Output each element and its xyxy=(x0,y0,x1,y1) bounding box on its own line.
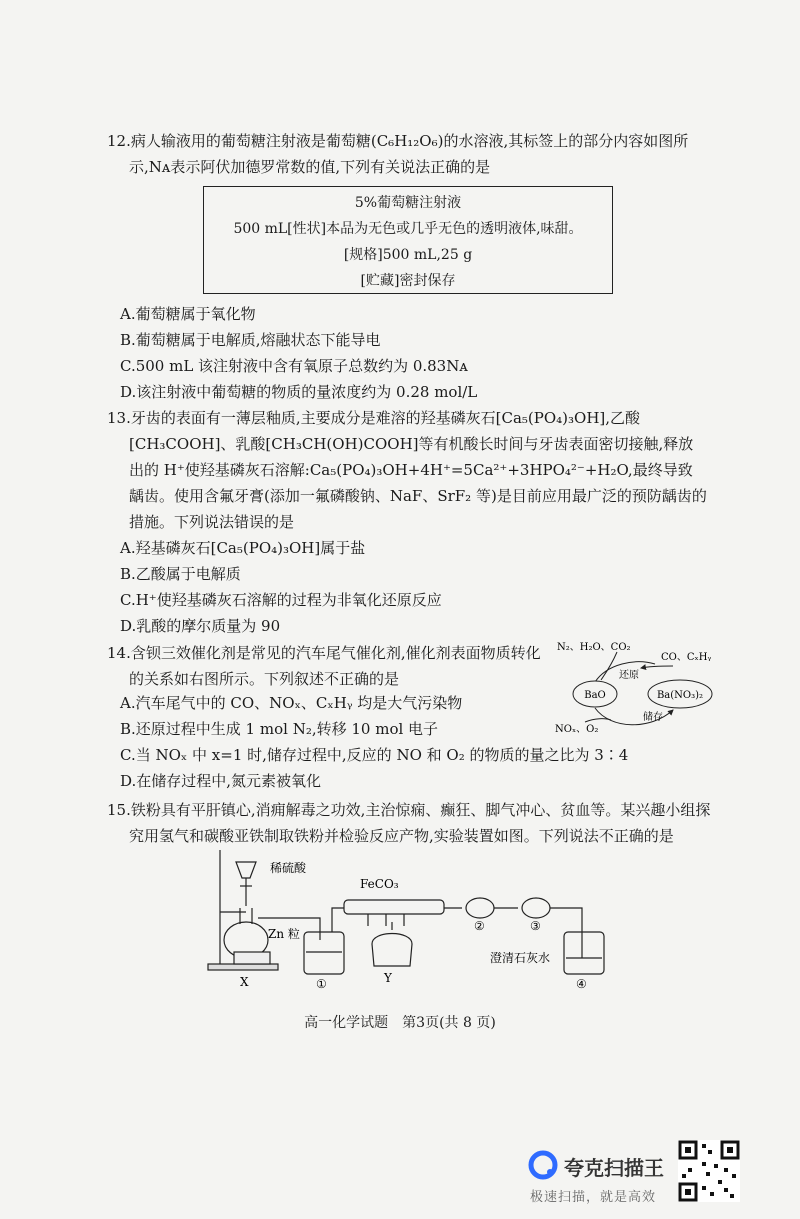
label-title: 5%葡萄糖注射液 xyxy=(354,195,462,211)
feco3-label: FeCO₃ xyxy=(360,877,399,891)
q13-option-c: C.H⁺使羟基磷灰石溶解的过程为非氧化还原反应 xyxy=(120,591,442,609)
stand-base xyxy=(208,964,278,970)
diagram-inputs-label: NOₓ、O₂ xyxy=(555,724,599,735)
question-12 xyxy=(107,128,707,180)
x-label: X xyxy=(240,975,249,989)
watermark-slogan: 极速扫描，就是高效 xyxy=(530,1190,657,1205)
page-footer: 高一化学试题 第3页(共 8 页) xyxy=(304,1015,496,1031)
label-spec: [规格]500 mL,25 g xyxy=(343,247,473,263)
bottle-4-number: ④ xyxy=(576,977,587,991)
label-description: 500 mL[性状]本品为无色或几乎无色的透明液体,味甜。 xyxy=(233,221,583,237)
diagram-reduce-label: 还原 xyxy=(619,670,639,681)
alcohol-lamp xyxy=(372,934,412,967)
watermark-brand: 夸克扫描王 xyxy=(564,1156,664,1180)
injection-label-box xyxy=(203,186,613,294)
q13-stem-line-2: [CH₃COOH]、乳酸[CH₃CH(OH)COOH]等有机酸长时间与牙齿表面密切接触,释放 xyxy=(129,435,694,453)
q14-option-a: A.汽车尾气中的 CO、NOₓ、CₓHᵧ 均是大气污染物 xyxy=(120,694,463,712)
diagram-reductant-arrow xyxy=(641,666,673,668)
q14-option-d: D.在储存过程中,氮元素被氧化 xyxy=(120,772,322,790)
q12-option-d: D.该注射液中葡萄糖的物质的量浓度约为 0.28 mol/L xyxy=(120,383,478,401)
drying-tube-2 xyxy=(466,898,494,918)
combustion-tube xyxy=(344,900,444,914)
solid-sample xyxy=(368,914,404,926)
q13-stem-line-1: 13.牙齿的表面有一薄层釉质,主要成分是难溶的羟基磷灰石[Ca₅(PO₄)₃OH],乙酸 xyxy=(107,409,641,427)
q13-option-b: B.乙酸属于电解质 xyxy=(120,565,241,583)
q13-stem-line-5: 措施。下列说法错误的是 xyxy=(129,513,295,531)
q12-stem-line-2: 示,Nᴀ表示阿伏加德罗常数的值,下列有关说法正确的是 xyxy=(129,158,491,176)
y-label: Y xyxy=(384,971,392,985)
ba-nitrate-node-label: Ba(NO₃)₂ xyxy=(656,690,704,701)
bottle-1-number: ① xyxy=(316,977,327,991)
q15-stem-line-1: 15.铁粉具有平肝镇心,消痈解毒之功效,主治惊痫、癫狂、脚气冲心、贫血等。某兴趣小组探 xyxy=(107,801,711,819)
flask-stand xyxy=(234,952,270,964)
q14-option-b: B.还原过程中生成 1 mol N₂,转移 10 mol 电子 xyxy=(120,720,439,738)
zn-label: Zn 粒 xyxy=(268,927,300,941)
q15-stem-line-2: 究用氢气和碳酸亚铁制取铁粉并检验反应产物,实验装置如图。下列说法不正确的是 xyxy=(129,827,674,845)
limewater-label: 澄清石灰水 xyxy=(490,951,551,965)
acid-label: 稀硫酸 xyxy=(270,861,307,875)
qr-code-icon xyxy=(678,1140,740,1202)
q12-option-a: A.葡萄糖属于氧化物 xyxy=(120,305,256,323)
q12-stem-line-1: 12.病人输液用的葡萄糖注射液是葡萄糖(C₆H₁₂O₆)的水溶液,其标签上的部分内容如图所 xyxy=(107,132,689,150)
label-storage: [贮藏]密封保存 xyxy=(360,273,456,289)
q13-stem-line-3: 出的 H⁺使羟基磷灰石溶解:Ca₅(PO₄)₃OH+4H⁺=5Ca²⁺+3HPO₄²⁻+H₂O,最终导致 xyxy=(129,461,693,479)
tube-3-number: ③ xyxy=(530,919,541,933)
q12-option-c: C.500 mL 该注射液中含有氧原子总数约为 0.83Nᴀ xyxy=(120,357,468,375)
catalyst-diagram xyxy=(555,636,725,736)
diagram-input-arrow xyxy=(585,719,611,722)
drying-tube-3 xyxy=(522,898,550,918)
tube-2-number: ② xyxy=(474,919,485,933)
q14-stem-line-2: 的关系如右图所示。下列叙述不正确的是 xyxy=(129,670,400,688)
q14-option-c: C.当 NOₓ 中 x=1 时,储存过程中,反应的 NO 和 O₂ 的物质的量之比为 3∶4 xyxy=(120,746,629,764)
diagram-products-label: N₂、H₂O、CO₂ xyxy=(557,642,631,653)
q13-option-d: D.乳酸的摩尔质量为 90 xyxy=(120,617,281,635)
question-13 xyxy=(107,405,707,535)
separatory-funnel xyxy=(236,862,256,878)
q14-stem-line-1: 14.含钡三效催化剂是常见的汽车尾气催化剂,催化剂表面物质转化 xyxy=(107,644,541,662)
wash-bottle-1 xyxy=(304,932,344,974)
delivery-tube-2 xyxy=(332,908,344,932)
diagram-reductants-label: CO、CₓHᵧ xyxy=(661,652,712,663)
apparatus-diagram xyxy=(200,848,620,998)
q13-stem-line-4: 龋齿。使用含氟牙膏(添加一氟磷酸钠、NaF、SrF₂ 等)是目前应用最广泛的预防龋齿的 xyxy=(129,487,707,505)
bao-node-label: BaO xyxy=(584,690,606,701)
limewater-bottle xyxy=(564,932,604,974)
question-15 xyxy=(107,797,711,849)
diagram-store-label: 储存 xyxy=(643,712,663,723)
q13-option-a: A.羟基磷灰石[Ca₅(PO₄)₃OH]属于盐 xyxy=(120,539,366,557)
q12-option-b: B.葡萄糖属于电解质,熔融状态下能导电 xyxy=(120,331,381,349)
quark-logo-icon xyxy=(528,1150,558,1180)
